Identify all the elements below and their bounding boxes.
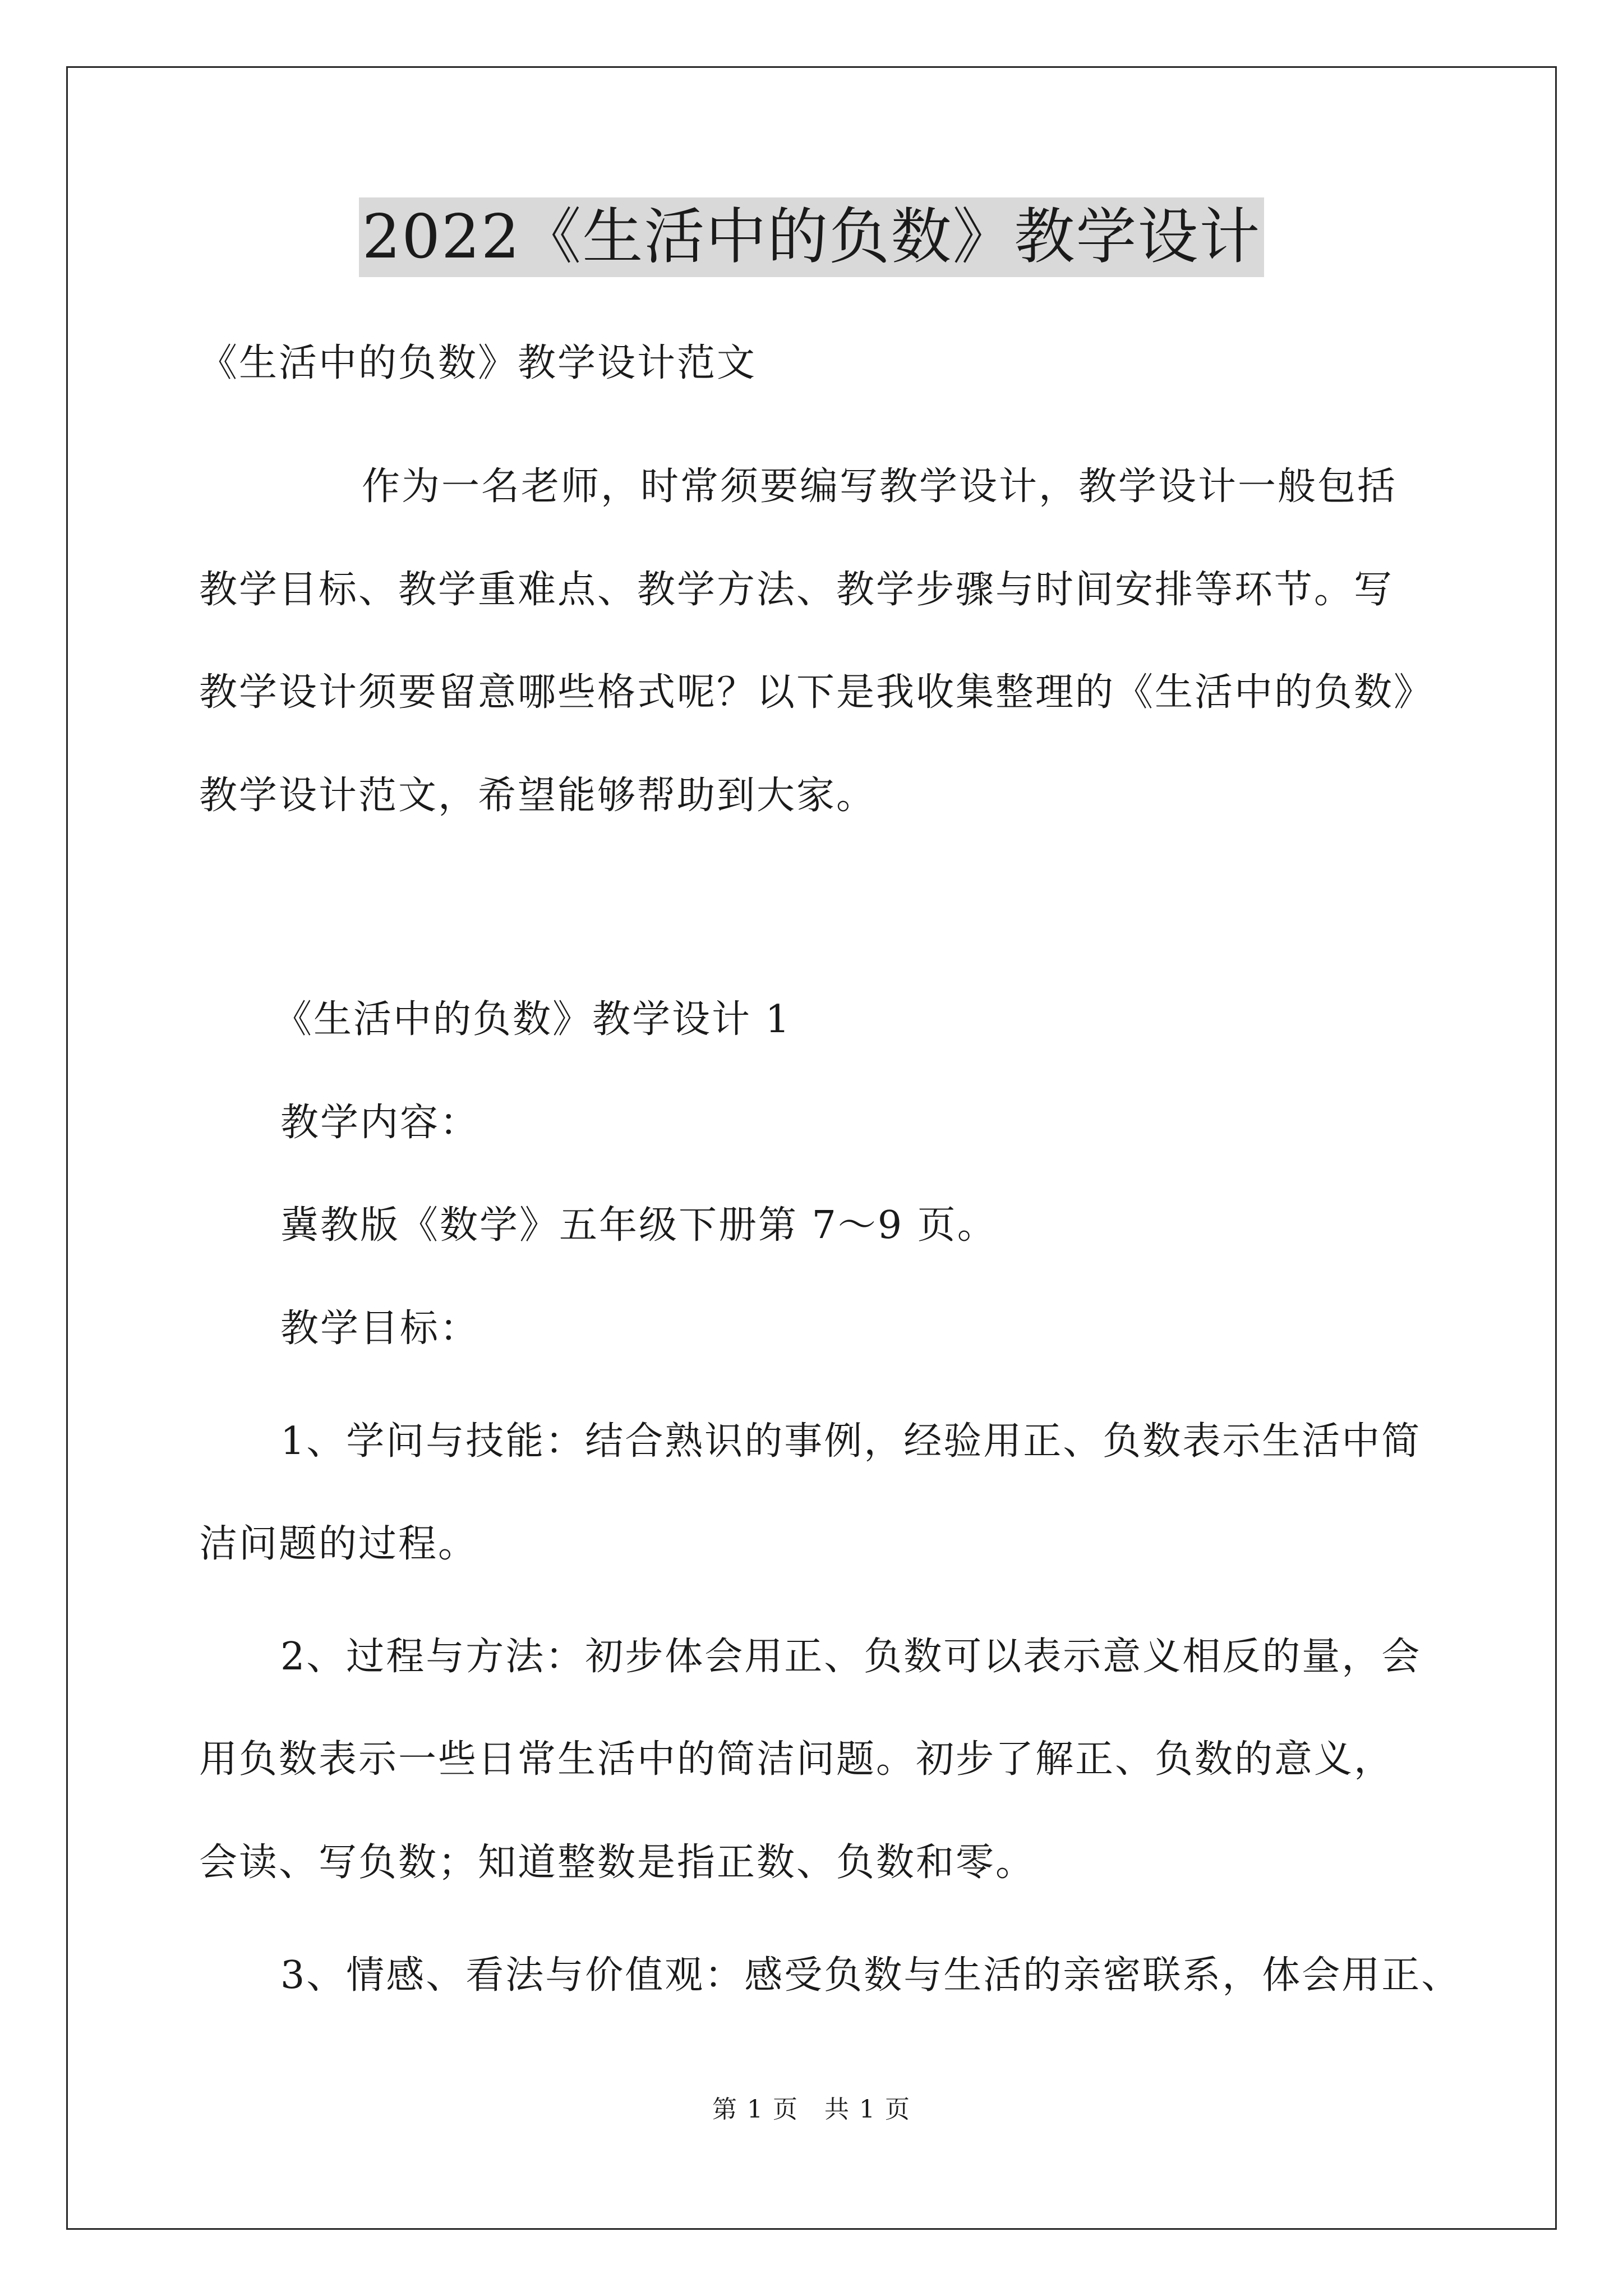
goal-line-6: 3、情感、看法与价值观：感受负数与生活的亲密联系，体会用正、 [280,1953,1461,1998]
goal-line-3: 2、过程与方法：初步体会用正、负数可以表示意义相反的量，会 [280,1635,1422,1679]
intro-line-3: 教学设计须要留意哪些格式呢？以下是我收集整理的《生活中的负数》 [199,670,1434,715]
teaching-goals-label: 教学目标： [280,1306,480,1351]
document-title-text: 2022《生活中的负数》教学设计 [359,197,1265,277]
page-number-footer: 第 1 页 共 1 页 [712,2095,911,2124]
document-subtitle: 《生活中的负数》教学设计范文 [199,341,757,385]
goal-line-1: 1、学问与技能：结合熟识的事例，经验用正、负数表示生活中简 [280,1419,1422,1464]
intro-line-2: 教学目标、教学重难点、教学方法、教学步骤与时间安排等环节。写 [199,568,1394,612]
goal-line-2: 洁问题的过程。 [199,1522,478,1566]
teaching-content-label: 教学内容： [280,1101,480,1145]
section-heading: 《生活中的负数》教学设计 1 [274,997,791,1042]
intro-line-1: 作为一名老师，时常须要编写教学设计，教学设计一般包括 [362,464,1398,509]
intro-line-4: 教学设计范文，希望能够帮助到大家。 [199,774,877,818]
page-border [66,66,1557,2230]
goal-line-5: 会读、写负数；知道整数是指正数、负数和零。 [199,1841,1036,1885]
teaching-content-text: 冀教版《数学》五年级下册第 7～9 页。 [280,1203,997,1248]
document-title [0,197,1623,277]
goal-line-4: 用负数表示一些日常生活中的简洁问题。初步了解正、负数的意义， [199,1737,1394,1782]
